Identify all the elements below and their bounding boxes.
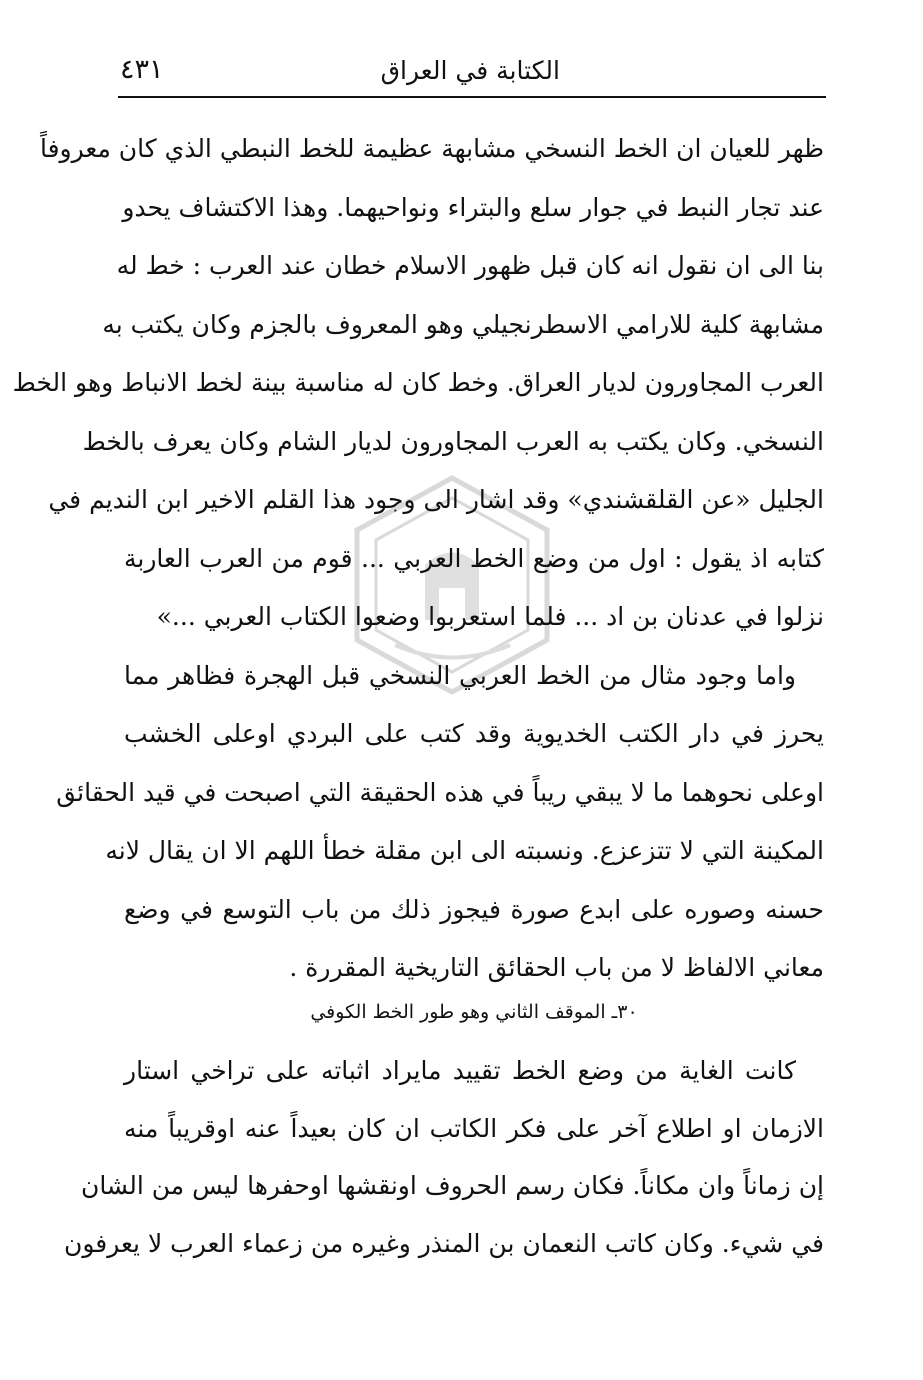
text-line: نزلوا في عدنان بن اد ... فلما استعربوا وضعوا الكتاب العربي ...»	[156, 602, 824, 631]
paragraph-3	[63, 1042, 824, 1272]
text-line: اوعلى نحوهما ما لا يبقي ريباً في هذه الحقيقة التي اصبحت في قيد الحقائق	[56, 777, 824, 807]
text-line: إن زماناً وان مكاناً. فكان رسم الحروف اونقشها اوحفرها ليس من الشان	[80, 1171, 824, 1200]
running-title: الكتابة في العراق	[380, 56, 560, 85]
text-line: مشابهة كلية للارامي الاسطرنجيلي وهو المعروف بالجزم وكان يكتب به	[102, 309, 824, 339]
page-header	[120, 52, 825, 94]
text-line: في شيء. وكان كاتب النعمان بن المنذر وغيره من زعماء العرب لا يعرفون	[63, 1228, 824, 1258]
text-line: يحرز في دار الكتب الخديوية وقد كتب على البردي اوعلى الخشب	[124, 719, 824, 748]
text-line: حسنه وصوره على ابدع صورة فيجوز ذلك من باب التوسع في وضع	[124, 894, 824, 924]
text-line: ظهر للعيان ان الخط النسخي مشابهة عظيمة للخط النبطي الذي كان معروفاً	[39, 134, 824, 163]
page-number: ٤٣١	[120, 54, 164, 85]
text-line: العرب المجاورون لديار العراق. وخط كان له مناسبة بينة لخط الانباط وهو الخط	[12, 368, 824, 397]
text-line: معاني الالفاظ لا من باب الحقائق التاريخية المقررة .	[289, 953, 824, 982]
text-line: عند تجار النبط في جوار سلع والبتراء ونواحيهما. وهذا الاكتشاف يحدو	[122, 192, 824, 222]
text-line: النسخي. وكان يكتب به العرب المجاورون لديار الشام وكان يعرف بالخط	[82, 426, 824, 456]
text-line: واما وجود مثال من الخط العربي النسخي قبل الهجرة فظاهر مما	[124, 660, 796, 690]
text-line: بنا الى ان نقول انه كان قبل ظهور الاسلام خطان عند العرب : خط له	[116, 251, 824, 280]
text-line: الازمان او اطلاع آخر على فكر الكاتب ان كان بعيداً عنه اوقريباً منه	[124, 1113, 824, 1143]
header-rule	[118, 96, 826, 98]
text-line: كانت الغاية من وضع الخط تقييد مايراد اثباته على تراخي استار	[124, 1056, 796, 1085]
text-line: كتابه اذ يقول : اول من وضع الخط العربي ... قوم من العرب العاربة	[124, 543, 824, 573]
paragraph-1	[12, 120, 824, 998]
text-line: الجليل «عن القلقشندي» وقد اشار الى وجود هذا القلم الاخير ابن النديم في	[48, 485, 824, 514]
text-line: المكينة التي لا تتزعزع. ونسبته الى ابن مقلة خطأ اللهم الا ان يقال لانه	[105, 836, 824, 865]
section-heading: ٣٠ـ الموقف الثاني وهو طور الخط الكوفي	[310, 1001, 638, 1023]
